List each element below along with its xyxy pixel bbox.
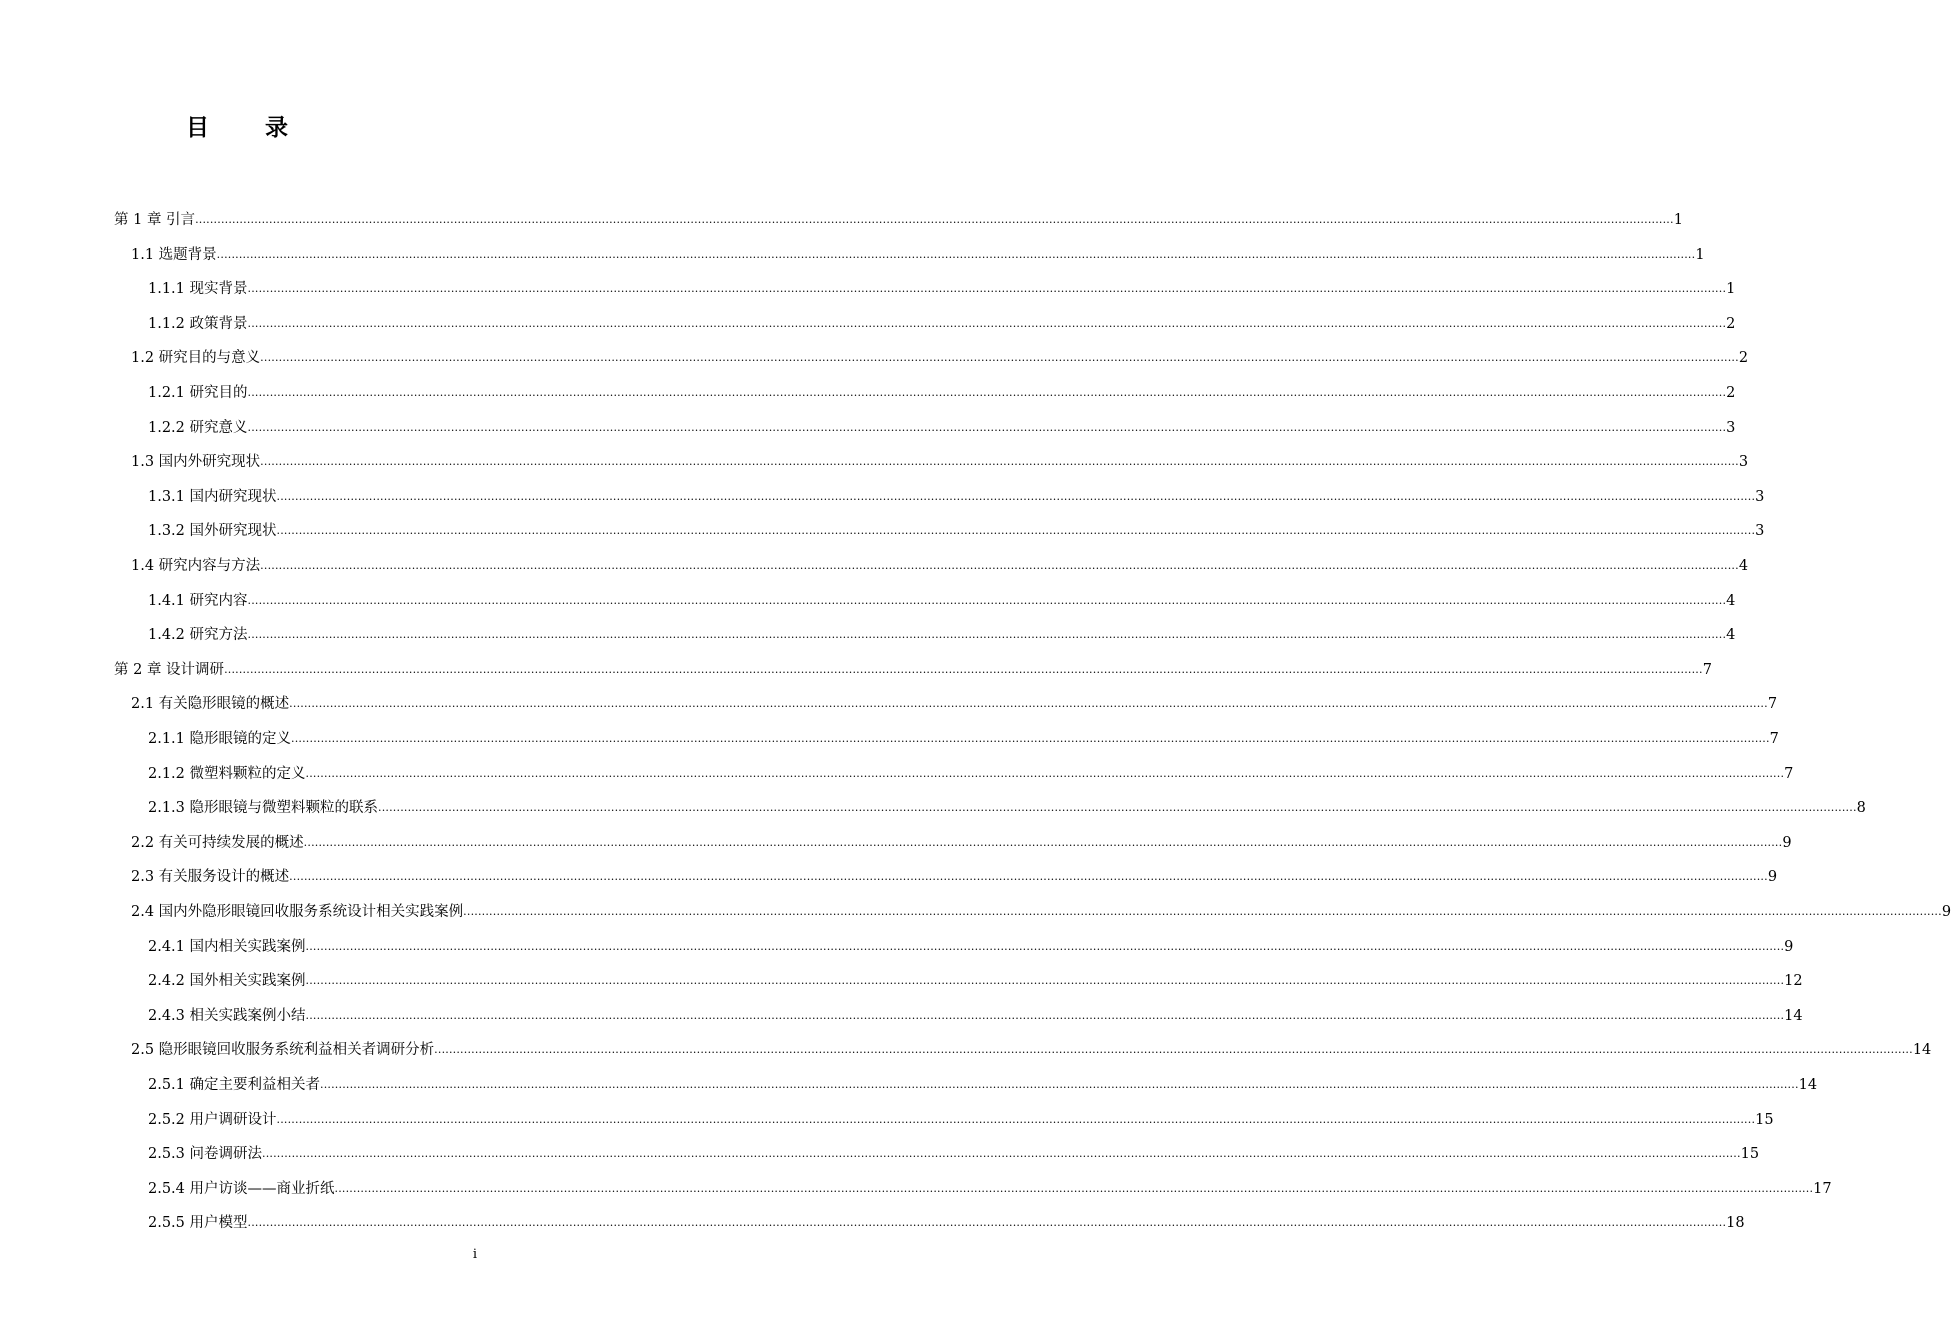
toc-entry[interactable] [131, 902, 1951, 922]
toc-entry[interactable] [131, 348, 1749, 368]
toc-entry-label: 2.5.2 用户调研设计 [148, 1111, 277, 1128]
toc-dot-leader: ................................................................................................................................................................................................................................................................................................................................................................................................................ [247, 420, 1727, 434]
toc-entry[interactable] [148, 418, 1736, 438]
toc-entry[interactable] [131, 1040, 1932, 1060]
toc-dot-leader: ................................................................................................................................................................................................................................................................................................................................................................................................................ [276, 1112, 1756, 1126]
toc-entry[interactable] [131, 452, 1749, 472]
toc-entry-label: 1.3 国内外研究现状 [131, 454, 261, 471]
toc-entry-page: 2 [1726, 385, 1736, 401]
toc-entry[interactable] [148, 764, 1794, 784]
toc-entry-page: 15 [1740, 1146, 1760, 1163]
toc-entry-page: 7 [1784, 765, 1794, 782]
toc-dot-leader: ................................................................................................................................................................................................................................................................................................................................................................................................................ [289, 697, 1768, 711]
toc-entry[interactable] [148, 521, 1765, 541]
toc-entry[interactable] [148, 1144, 1760, 1164]
toc-dot-leader: ................................................................................................................................................................................................................................................................................................................................................................................................................ [378, 801, 1857, 815]
toc-entry-label: 1.1.2 政策背景 [148, 315, 248, 332]
toc-entry-label: 1.3.1 国内研究现状 [148, 488, 277, 505]
toc-dot-leader: ................................................................................................................................................................................................................................................................................................................................................................................................................ [260, 351, 1739, 365]
toc-dot-leader: ................................................................................................................................................................................................................................................................................................................................................................................................................ [276, 524, 1756, 538]
toc-entry-label: 1.2 研究目的与意义 [131, 350, 261, 367]
toc-entry-label: 2.1 有关隐形眼镜的概述 [131, 696, 290, 713]
toc-entry-page: 1 [1673, 212, 1683, 228]
toc-dot-leader: ................................................................................................................................................................................................................................................................................................................................................................................................................ [260, 559, 1739, 572]
toc-entry-label: 2.5 隐形眼镜回收服务系统利益相关者调研分析 [131, 1042, 435, 1059]
toc-entry-page: 3 [1726, 419, 1736, 436]
page-number: i [472, 1247, 478, 1262]
toc-entry-label: 1.4.1 研究内容 [148, 592, 248, 609]
toc-entry[interactable] [148, 1213, 1745, 1233]
toc-entry-page: 7 [1769, 731, 1779, 747]
toc-entry-label: 2.3 有关服务设计的概述 [131, 869, 290, 886]
toc-dot-leader: ................................................................................................................................................................................................................................................................................................................................................................................................................ [320, 1078, 1799, 1091]
toc-entry-label: 1.2.2 研究意义 [148, 419, 248, 436]
toc-entry-page: 2 [1738, 350, 1749, 367]
toc-entry-page: 17 [1813, 1180, 1832, 1197]
toc-dot-leader: ................................................................................................................................................................................................................................................................................................................................................................................................................ [463, 905, 1942, 918]
toc-entry-page: 9 [1767, 869, 1778, 886]
toc-entry-page: 14 [1912, 1042, 1932, 1059]
toc-entry-page: 4 [1738, 558, 1749, 574]
toc-entry[interactable] [148, 487, 1765, 507]
toc-entry-label: 2.4.3 相关实践案例小结 [148, 1007, 306, 1024]
toc-dot-leader: ................................................................................................................................................................................................................................................................................................................................................................................................................ [216, 247, 1696, 261]
toc-entry-label: 2.4.2 国外相关实践案例 [148, 973, 306, 990]
toc-entry[interactable] [148, 625, 1736, 645]
toc-entry-label: 1.1 选题背景 [131, 246, 217, 263]
toc-dot-leader: ................................................................................................................................................................................................................................................................................................................................................................................................................ [276, 489, 1756, 503]
toc-dot-leader: ................................................................................................................................................................................................................................................................................................................................................................................................................ [303, 835, 1783, 849]
toc-entry-label: 2.2 有关可持续发展的概述 [131, 834, 304, 851]
toc-entry-label: 2.5.3 问卷调研法 [148, 1146, 263, 1163]
toc-entry-page: 14 [1798, 1077, 1818, 1093]
toc-entry-label: 2.4.1 国内相关实践案例 [148, 938, 306, 955]
toc-entry-label: 1.4.2 研究方法 [148, 627, 248, 644]
toc-entry-label: 1.4 研究内容与方法 [131, 558, 261, 574]
toc-entry-page: 7 [1702, 661, 1712, 678]
toc-dot-leader: ................................................................................................................................................................................................................................................................................................................................................................................................................ [247, 316, 1727, 330]
toc-entry[interactable] [148, 1006, 1803, 1026]
toc-dot-leader: ................................................................................................................................................................................................................................................................................................................................................................................................................ [305, 939, 1785, 953]
toc-dot-leader: ................................................................................................................................................................................................................................................................................................................................................................................................................ [305, 1008, 1785, 1022]
toc-dot-leader: ................................................................................................................................................................................................................................................................................................................................................................................................................ [224, 662, 1703, 676]
toc-entry[interactable] [148, 798, 1866, 818]
toc-dot-leader: ................................................................................................................................................................................................................................................................................................................................................................................................................ [291, 732, 1770, 745]
toc-entry-label: 1.1.1 现实背景 [148, 281, 248, 298]
toc-entry-label: 2.1.3 隐形眼镜与微塑料颗粒的联系 [148, 800, 379, 817]
toc-dot-leader: ................................................................................................................................................................................................................................................................................................................................................................................................................ [262, 1147, 1741, 1161]
toc-entry-label: 1.3.2 国外研究现状 [148, 523, 277, 540]
toc-entry[interactable] [148, 1110, 1774, 1130]
toc-dot-leader: ................................................................................................................................................................................................................................................................................................................................................................................................................ [247, 1216, 1727, 1230]
toc-entry-page: 12 [1784, 973, 1803, 990]
toc-entry-page: 14 [1784, 1007, 1803, 1024]
toc-entry-page: 7 [1767, 696, 1778, 713]
toc-entry-page: 2 [1726, 315, 1736, 332]
page-title: 目 录 [186, 114, 313, 141]
toc-entry-label: 2.5.1 确定主要利益相关者 [148, 1077, 321, 1093]
toc-entry-label: 1.2.1 研究目的 [148, 385, 248, 401]
toc-entry-page: 3 [1755, 523, 1765, 540]
toc-dot-leader: ................................................................................................................................................................................................................................................................................................................................................................................................................ [434, 1043, 1913, 1057]
toc-entry-page: 1 [1726, 281, 1736, 298]
toc-entry-page: 18 [1726, 1215, 1745, 1232]
toc-entry[interactable] [148, 1075, 1818, 1095]
toc-entry[interactable] [131, 556, 1749, 576]
toc-entry[interactable] [131, 867, 1778, 887]
toc-entry[interactable] [131, 694, 1778, 714]
toc-dot-leader: ................................................................................................................................................................................................................................................................................................................................................................................................................ [289, 870, 1768, 884]
toc-entry-label: 第 1 章 引言 [114, 212, 196, 228]
toc-dot-leader: ................................................................................................................................................................................................................................................................................................................................................................................................................ [305, 974, 1785, 988]
toc-dot-leader: ................................................................................................................................................................................................................................................................................................................................................................................................................ [247, 386, 1727, 399]
toc-entry-page: 3 [1755, 488, 1765, 505]
toc-entry[interactable] [148, 971, 1803, 991]
toc-dot-leader: ................................................................................................................................................................................................................................................................................................................................................................................................................ [247, 593, 1727, 607]
toc-entry-label: 2.1.1 隐形眼镜的定义 [148, 731, 292, 747]
toc-entry[interactable] [148, 279, 1736, 299]
toc-entry-page: 15 [1755, 1111, 1774, 1128]
toc-entry-label: 2.5.5 用户模型 [148, 1215, 248, 1232]
toc-dot-leader: ................................................................................................................................................................................................................................................................................................................................................................................................................ [247, 628, 1727, 642]
toc-entry-page: 1 [1695, 246, 1705, 263]
toc-entry-page: 8 [1856, 800, 1866, 817]
toc-entry-page: 3 [1738, 454, 1749, 471]
toc-dot-leader: ................................................................................................................................................................................................................................................................................................................................................................................................................ [247, 282, 1727, 296]
toc-dot-leader: ................................................................................................................................................................................................................................................................................................................................................................................................................ [305, 766, 1785, 780]
toc-entry[interactable] [148, 591, 1736, 611]
toc-dot-leader: ................................................................................................................................................................................................................................................................................................................................................................................................................ [260, 455, 1739, 469]
toc-entry-label: 2.4 国内外隐形眼镜回收服务系统设计相关实践案例 [131, 904, 464, 920]
toc-entry-page: 4 [1726, 592, 1736, 609]
toc-entry-page: 9 [1784, 938, 1794, 955]
toc-entry[interactable] [148, 937, 1794, 957]
toc-entry-label: 第 2 章 设计调研 [114, 661, 225, 678]
toc-dot-leader: ................................................................................................................................................................................................................................................................................................................................................................................................................ [334, 1181, 1814, 1195]
toc-entry[interactable] [114, 660, 1712, 680]
toc-entry[interactable] [131, 833, 1792, 853]
toc-entry[interactable] [114, 210, 1683, 230]
toc-entry[interactable] [148, 1179, 1832, 1199]
toc-entry[interactable] [148, 729, 1779, 749]
toc-entry-label: 2.1.2 微塑料颗粒的定义 [148, 765, 306, 782]
toc-entry-page: 4 [1726, 627, 1736, 644]
toc-entry-label: 2.5.4 用户访谈——商业折纸 [148, 1180, 335, 1197]
toc-entry[interactable] [148, 383, 1736, 403]
toc-entry[interactable] [131, 245, 1705, 265]
toc-dot-leader: ................................................................................................................................................................................................................................................................................................................................................................................................................ [195, 213, 1674, 226]
toc-entry[interactable] [148, 314, 1736, 334]
toc-entry-page: 9 [1782, 834, 1792, 851]
toc-entry-page: 9 [1941, 904, 1951, 920]
